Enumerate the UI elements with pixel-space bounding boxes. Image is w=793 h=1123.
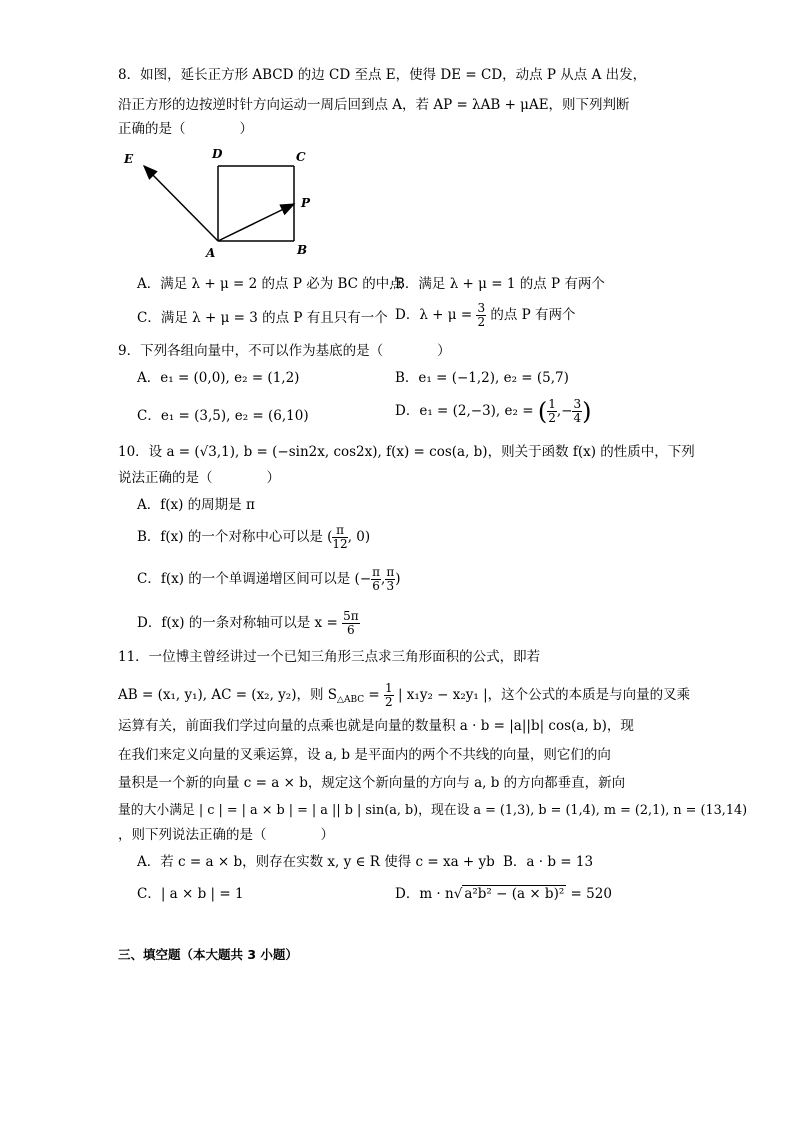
q11-option-b: B．a · b = 13: [503, 854, 594, 870]
q11-stem-line1: 11．一位博主曾经讲过一个已知三角形三点求三角形面积的公式，即若: [118, 649, 541, 665]
q11-stem-line2: AB = (x₁, y₁), AC = (x₂, y₂)，则 $S_{\triangle ABC}$ = $\frac{1}{2}$ | x₁y₂ − x₂y₁ |，这个公式的本质是与向量的叉乘: [118, 681, 691, 709]
q10-stem-line1: 10．设 a = (√3,1), b = (−sin2x, cos2x), f(x) = cos(a, b)，则关于函数 f(x) 的性质中，下列: [118, 444, 695, 460]
section-3-heading: 三、填空题（本大题共 3 小题）: [118, 947, 298, 962]
q8-figure: [118, 144, 328, 262]
label-p: P: [301, 196, 311, 210]
q8-option-b: B．满足 λ + μ = 1 的点 P 有两个: [395, 276, 605, 292]
q8-option-c: C．满足 λ + μ = 3 的点 P 有且只有一个: [137, 310, 388, 326]
q11-option-d: D．m · n√ a²b² − (a × b)² = 520: [395, 886, 612, 902]
q9-option-d: D．e₁ = (2,−3), e₂ = ( $\frac{1}{2}$ ,− $\frac{3}{4}$ ): [395, 397, 592, 426]
q11-stem-line5: 量积是一个新的向量 c = a × b，规定这个新向量的方向与 a, b 的方向都垂直，新向: [118, 775, 626, 791]
q11-stem-line4: 在我们来定义向量的叉乘运算，设 a, b 是平面内的两个不共线的向量，则它们的向: [118, 747, 611, 763]
q9-option-c: C．e₁ = (3,5), e₂ = (6,10): [137, 408, 309, 424]
q8-stem-line2: 沿正方形的边按逆时针方向运动一周后回到点 A，若 AP = λAB + μAE，则下列判断: [118, 97, 630, 113]
q8-stem-line3: 正确的是（ ）: [118, 121, 253, 137]
q11-stem-line3: 运算有关，前面我们学过向量的点乘也就是向量的数量积 a · b = |a||b| cos(a, b)，现: [118, 718, 634, 734]
q11-option-a: A．若 c = a × b，则存在实数 x, y ∈ R 使得 c = xa + yb: [137, 854, 495, 870]
vector-ae: [144, 166, 218, 241]
label-d: D: [212, 147, 223, 161]
q11-stem-line7: ，则下列说法正确的是（ ）: [118, 827, 334, 843]
q10-option-a: A．f(x) 的周期是 π: [137, 497, 255, 513]
q9-option-a: A．e₁ = (0,0), e₂ = (1,2): [137, 370, 300, 386]
label-a: A: [206, 246, 216, 260]
q10-option-c: C．f(x) 的一个单调递增区间可以是 (− $\frac{\pi}{6}$ , $\frac{\pi}{3}$ ): [137, 565, 401, 593]
q8-option-d: D．λ + μ = $\frac{3}{2}$ 的点 P 有两个: [395, 301, 576, 329]
vector-ap: [218, 204, 294, 241]
q10-stem-line2: 说法正确的是（ ）: [118, 470, 280, 486]
q10-option-b: B．f(x) 的一个对称中心可以是 ( $\frac{\pi}{12}$ , 0): [137, 523, 371, 551]
q11-stem-line6: 量的大小满足 | c | = | a × b | = | a || b | sin(a, b)，现在设 a = (1,3), b = (1,4), m = (2,1), n = (13,14): [118, 803, 748, 818]
q8-option-a: A．满足 λ + μ = 2 的点 P 必为 BC 的中点: [137, 276, 403, 292]
label-b: B: [297, 243, 308, 257]
q9-option-b: B．e₁ = (−1,2), e₂ = (5,7): [395, 370, 569, 386]
q9-stem: 9．下列各组向量中，不可以作为基底的是（ ）: [118, 343, 451, 359]
q8-stem-line1: 8．如图，延长正方形 ABCD 的边 CD 至点 E，使得 DE = CD，动点 P 从点 A 出发，: [118, 67, 647, 83]
q10-option-d: D．f(x) 的一条对称轴可以是 x = $\frac{5\pi}{6}$: [137, 609, 359, 637]
q11-option-c: C．| a × b | = 1: [137, 886, 244, 902]
label-e: E: [124, 152, 134, 166]
label-c: C: [296, 150, 306, 164]
